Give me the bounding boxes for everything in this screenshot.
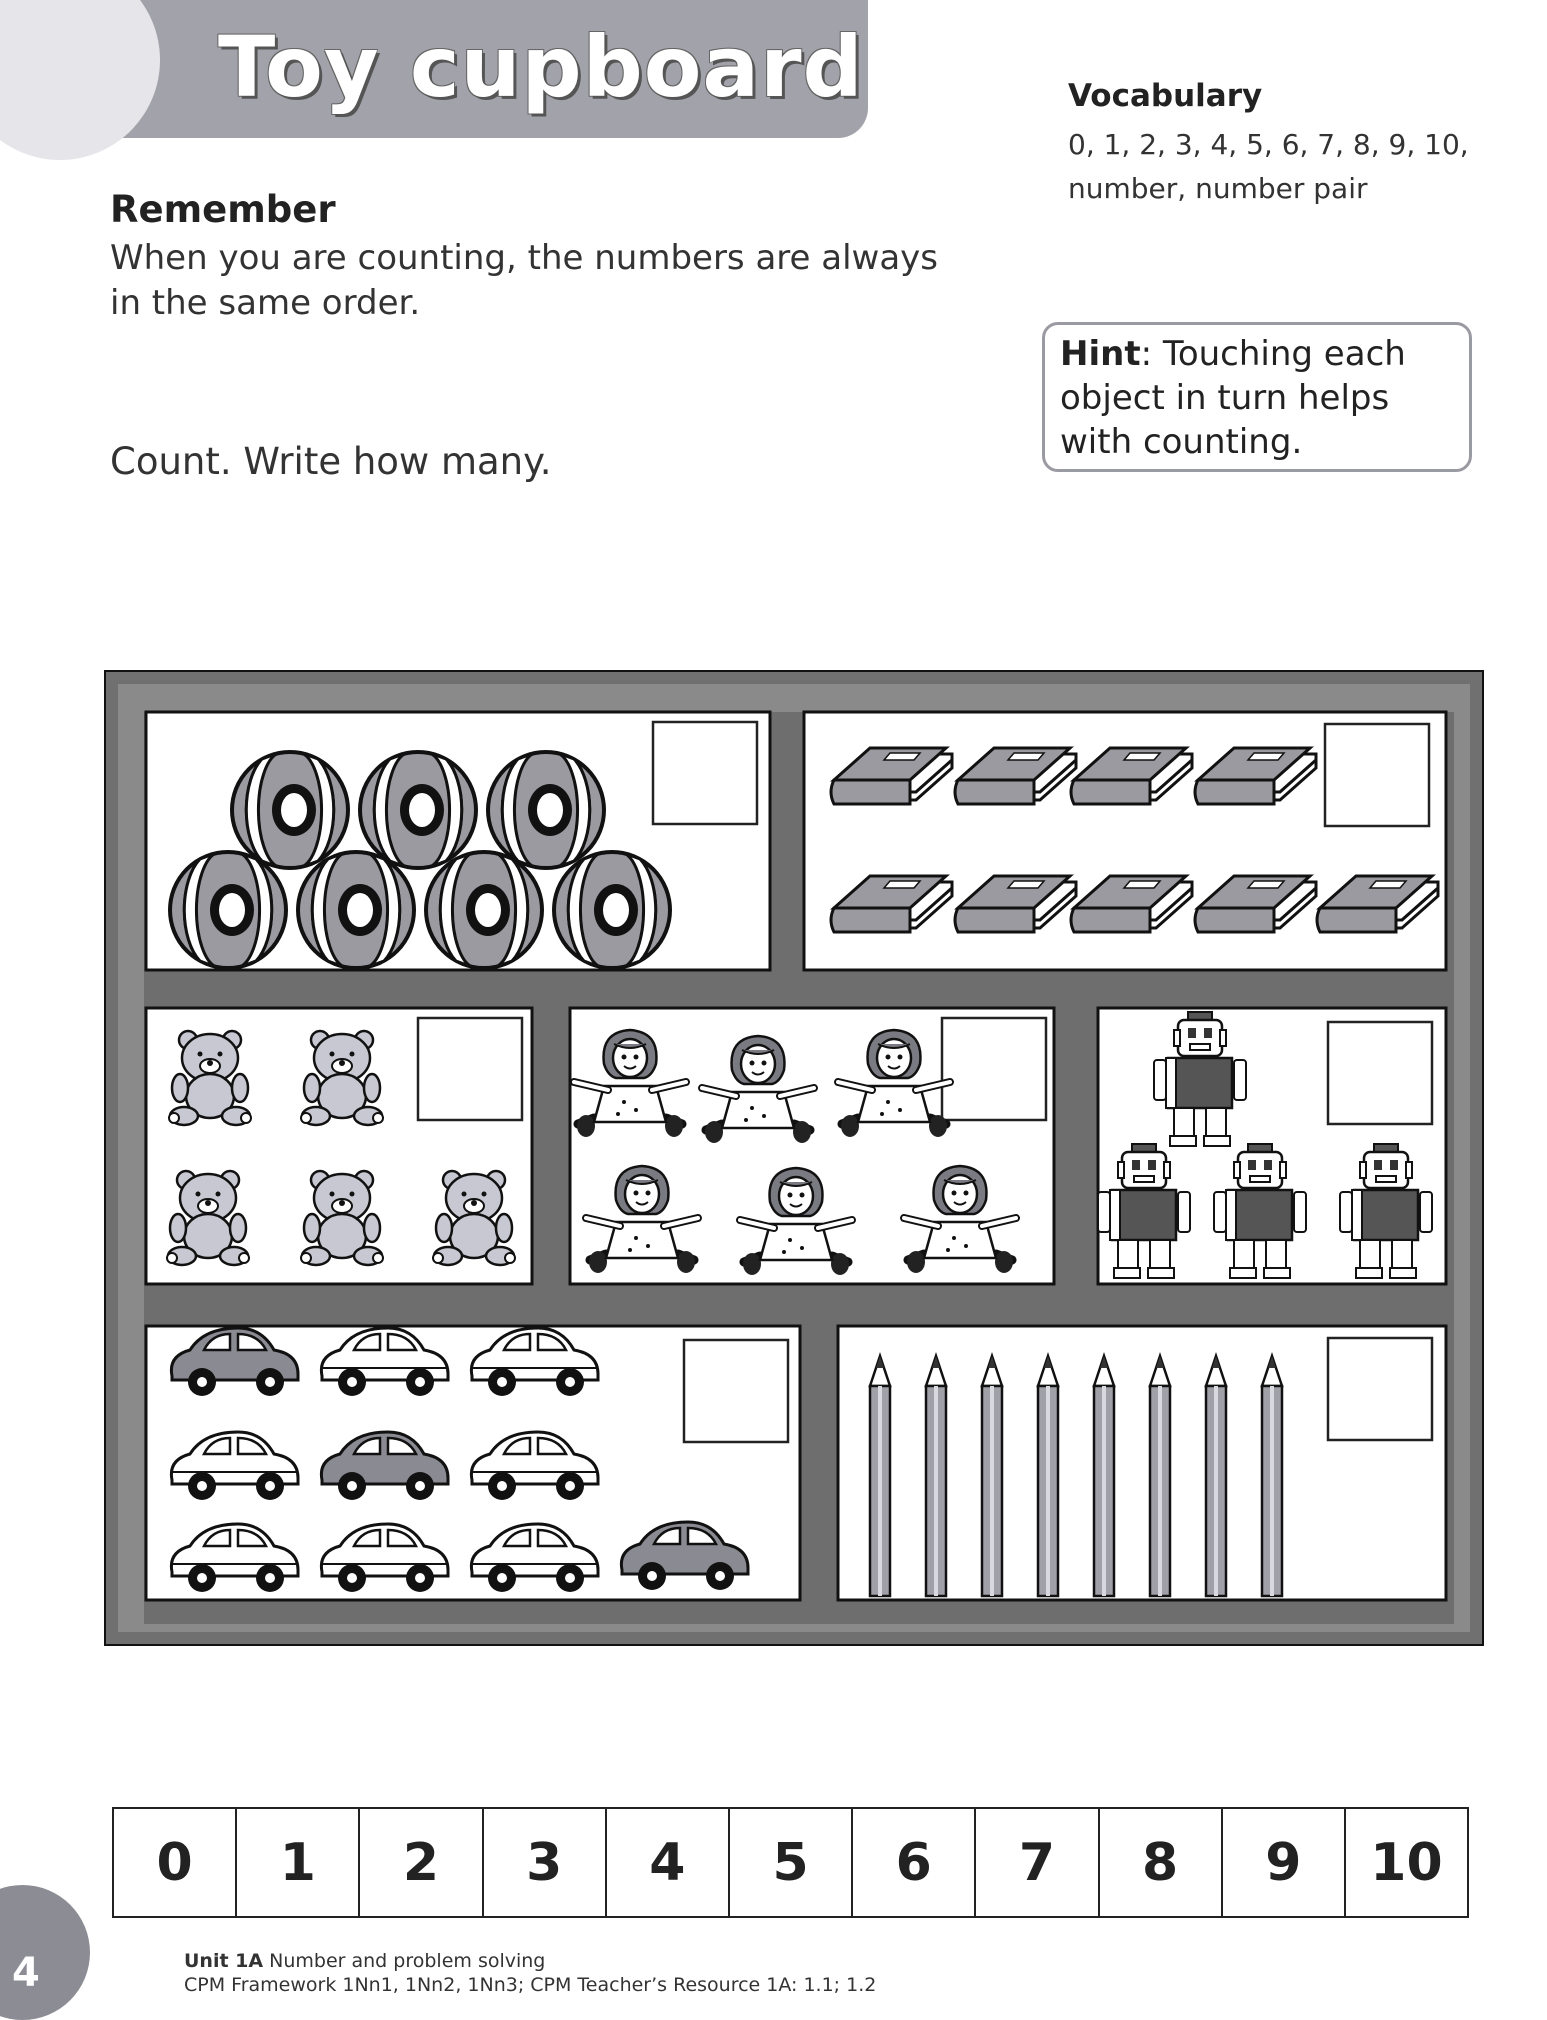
footer-unit bbox=[184, 1950, 545, 1972]
ball bbox=[170, 852, 286, 968]
footer-unit-label: Unit 1A bbox=[184, 1950, 264, 1972]
pencil bbox=[870, 1356, 890, 1596]
teddy-bear bbox=[167, 1171, 249, 1265]
number-track-cell: 9 bbox=[1223, 1809, 1346, 1916]
teddy-bear bbox=[301, 1031, 383, 1125]
toy-cupboard-illustration bbox=[104, 670, 1484, 1646]
pencil bbox=[1206, 1356, 1226, 1596]
hint-text bbox=[1060, 332, 1460, 464]
answer-box-pencils bbox=[1328, 1338, 1432, 1440]
remember-text: When you are counting, the numbers are always in the same order. bbox=[110, 238, 939, 323]
remember-heading: Remember bbox=[110, 188, 336, 231]
number-track-cell: 7 bbox=[976, 1809, 1099, 1916]
pencil bbox=[926, 1356, 946, 1596]
teddy-bear bbox=[433, 1171, 515, 1265]
number-track-cell: 4 bbox=[607, 1809, 730, 1916]
ball bbox=[298, 852, 414, 968]
number-track-cell: 5 bbox=[730, 1809, 853, 1916]
teddy-bear bbox=[169, 1031, 251, 1125]
teddy-bear bbox=[301, 1171, 383, 1265]
page-number: 4 bbox=[12, 1950, 40, 1996]
pencil bbox=[1150, 1356, 1170, 1596]
number-track-cell: 0 bbox=[114, 1809, 237, 1916]
number-track-cell: 8 bbox=[1100, 1809, 1223, 1916]
page-title: Toy cupboard bbox=[218, 18, 864, 116]
number-track-cell: 3 bbox=[484, 1809, 607, 1916]
number-track-cell: 10 bbox=[1370, 1832, 1443, 1893]
answer-box-robots bbox=[1328, 1022, 1432, 1124]
footer-unit-title: Number and problem solving bbox=[263, 1950, 546, 1972]
number-track-cell: 2 bbox=[360, 1809, 483, 1916]
answer-box-dolls bbox=[942, 1018, 1046, 1120]
ball bbox=[426, 852, 542, 968]
pencil bbox=[1262, 1356, 1282, 1596]
ball bbox=[554, 852, 670, 968]
pencil bbox=[1094, 1356, 1114, 1596]
number-track bbox=[112, 1807, 1469, 1918]
answer-box-books bbox=[1325, 724, 1429, 826]
ball bbox=[360, 752, 476, 868]
instruction-text: Count. Write how many. bbox=[110, 440, 552, 483]
answer-box-cars bbox=[684, 1340, 788, 1442]
footer-framework: CPM Framework 1Nn1, 1Nn2, 1Nn3; CPM Teacher’s Resource 1A: 1.1; 1.2 bbox=[184, 1974, 877, 1996]
answer-box-teddies bbox=[418, 1018, 522, 1120]
ball bbox=[488, 752, 604, 868]
answer-box-balls bbox=[653, 722, 757, 824]
number-track-cell: 6 bbox=[853, 1809, 976, 1916]
vocabulary-words: number, number pair bbox=[1068, 172, 1368, 205]
ball bbox=[232, 752, 348, 868]
pencil bbox=[982, 1356, 1002, 1596]
pencil bbox=[1038, 1356, 1058, 1596]
hint-body: : Touching each object in turn helps with counting. bbox=[1060, 334, 1406, 462]
vocabulary-heading: Vocabulary bbox=[1068, 78, 1263, 114]
hint-label: Hint bbox=[1060, 334, 1141, 374]
number-track-cell: 1 bbox=[237, 1809, 360, 1916]
vocabulary-numbers: 0, 1, 2, 3, 4, 5, 6, 7, 8, 9, 10, bbox=[1068, 128, 1469, 161]
